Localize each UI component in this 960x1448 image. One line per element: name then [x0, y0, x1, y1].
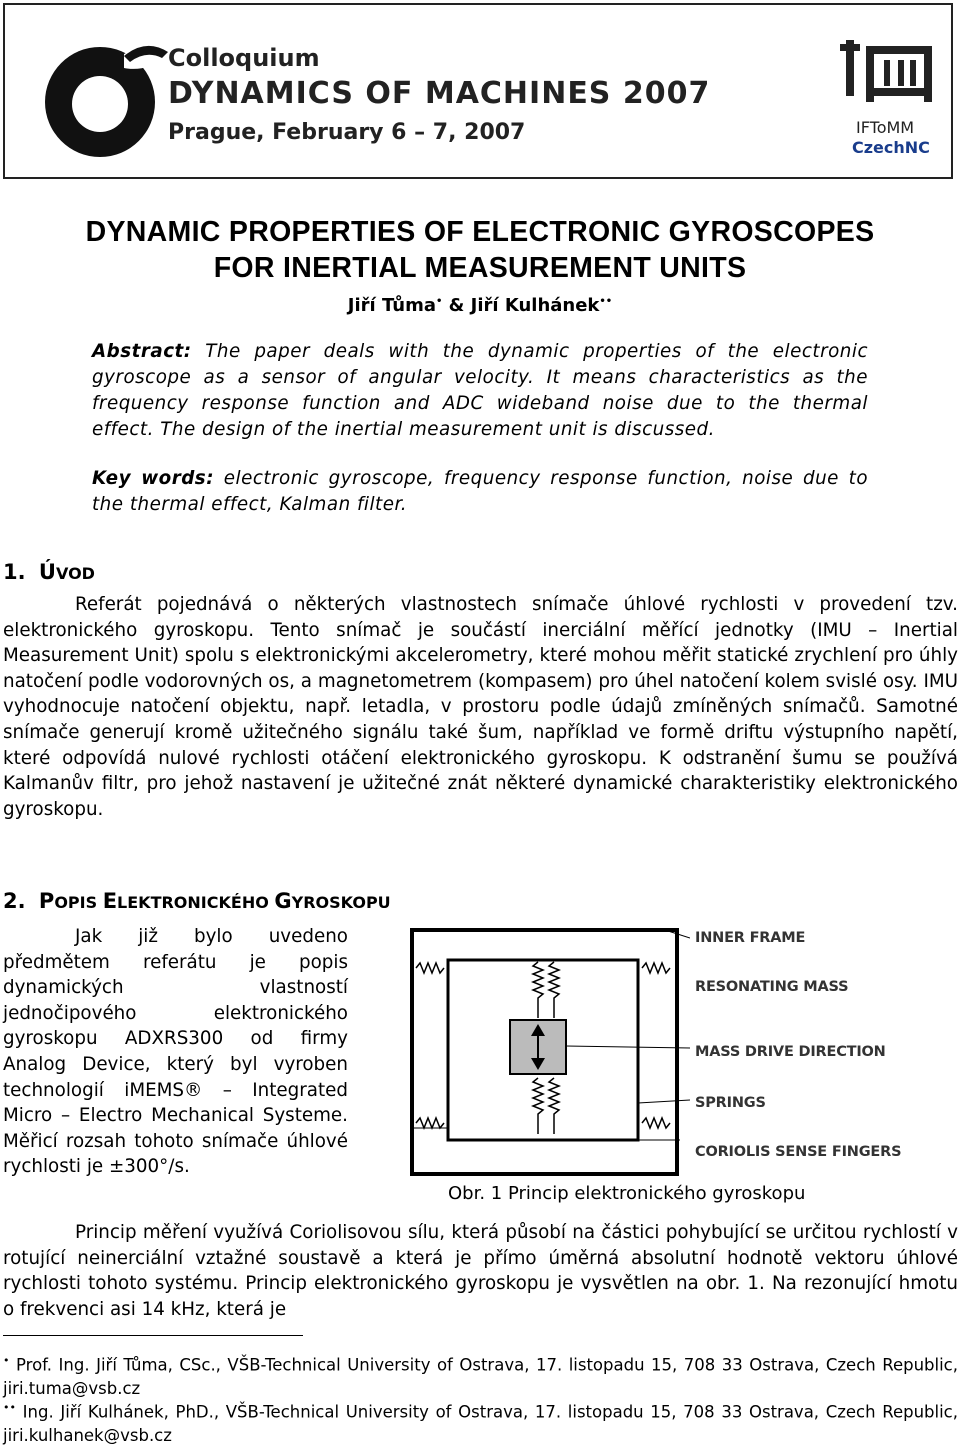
footnote-1-text: Prof. Ing. Jiří Tůma, CSc., VŠB-Technical University of Ostrava, 17. listopadu 15, 708 33 Ostrava, Czech Republic, jiri.tuma@vsb.cz: [3, 1355, 958, 1398]
footnote-1-mark: •: [3, 1354, 10, 1367]
section-1-paragraph: Referát pojednává o některých vlastnostech snímače úhlové rychlosti v provedení tzv. elektronického gyroskopu. Tento snímač je součástí inerciální měřící jednotky (IMU – Inertial Measurement Unit) spolu s elektronickými akcelerometry, které mohou měřit statické zrychlení pro úhly natočení podle vodorovných os, a magnetometrem (kompasem) pro úhel natočení kolem svislé osy. IMU vyhodnocuje natočení objektu, např. letadla, v prostoru podle údajů zmíněných snímačů. Samotné snímače generují kromě užitečného signálu také šum, například ve formě driftu výstupního napětí, které odpovídá nulové rychlosti otáčení elektronického gyroskopu. K odstranění šumu se používá Kalmanův filtr, pro jehož nastavení je užitečné znát některé dynamické charakteristiky elektronického gyroskopu.: [3, 594, 958, 820]
section-2-title-p1-rest: OPIS: [54, 893, 103, 912]
keywords-text: electronic gyroscope, frequency response function, noise due to the thermal effect, Kalman filter.: [92, 468, 868, 515]
footnote-2-mark: ••: [3, 1401, 16, 1414]
figure-caption: Obr. 1 Princip elektronického gyroskopu: [448, 1183, 806, 1204]
section-1-title-rest: VOD: [55, 564, 95, 583]
section-1-number: 1.: [3, 560, 26, 584]
conference-date: Prague, February 6 – 7, 2007: [168, 120, 526, 145]
section-2-title-p2: E: [102, 889, 118, 913]
gyroscope-diagram: [410, 928, 690, 1178]
footnote-1: [3, 1349, 958, 1401]
paper-title-line2: FOR INERTIAL MEASUREMENT UNITS: [213, 252, 747, 284]
paper-title-line1: DYNAMIC PROPERTIES OF ELECTRONIC GYROSCOPES: [85, 216, 875, 248]
label-springs: SPRINGS: [695, 1095, 766, 1111]
author-1-mark: •: [436, 296, 443, 307]
section-2-title-p3-rest: YROSKOPU: [291, 893, 391, 912]
author-2: Jiří Kulhánek: [470, 295, 600, 316]
label-inner-frame: INNER FRAME: [695, 930, 806, 946]
label-resonating-mass: RESONATING MASS: [695, 979, 849, 995]
section-2-left-paragraph: Jak již bylo uvedeno předmětem referátu je popis dynamických vlastností jednočipového elektronického gyroskopu ADXRS300 od firmy Analog Device, který byl vyroben technologií iMEMS® – Integrated Micro – Electro Mechanical Systeme. Měřicí rozsah tohoto snímače úhlové rychlosti je ±300°/s.: [3, 926, 348, 1178]
abstract-text: The paper deals with the dynamic properties of the electronic gyroscope as a sensor of angular velocity. It means characteristics as the frequency response function and ADC wideband noise due to the thermal effect. The design of the inertial measurement unit is discussed.: [92, 341, 868, 440]
label-coriolis-sense-fingers: CORIOLIS SENSE FINGERS: [695, 1144, 902, 1160]
section-2-heading: [3, 889, 391, 913]
abstract: [92, 339, 868, 443]
footnote-2-text: Ing. Jiří Kulhánek, PhD., VŠB-Technical University of Ostrava, 17. listopadu 15, 708 33 Ostrava, Czech Republic, jiri.kulhanek@vsb.cz: [3, 1402, 958, 1445]
authors: [0, 295, 960, 316]
abstract-label: Abstract:: [92, 341, 192, 362]
section-2-title-p2-rest: LEKTRONICKÉHO: [117, 893, 275, 912]
section-2-title-p3: G: [274, 889, 292, 913]
keywords: [92, 466, 868, 518]
iftomm-text: IFToMM: [856, 118, 915, 137]
colloquium-logo: [28, 24, 178, 169]
keywords-label: Key words:: [92, 468, 215, 489]
section-2-title-p1: P: [38, 889, 55, 913]
conference-name: DYNAMICS OF MACHINES 2007: [168, 76, 711, 111]
author-separator: &: [442, 295, 471, 316]
section-2-number: 2.: [3, 889, 26, 913]
footnote-2: [3, 1396, 958, 1448]
author-2-mark: ••: [599, 296, 613, 307]
conference-series: Colloquium: [168, 44, 320, 72]
author-1: Jiří Tůma: [347, 295, 436, 316]
section-1-heading: [3, 560, 95, 584]
section-2-paragraph-2: Princip měření využívá Coriolisovou sílu, která působí na částici pohybující se určitou rychlostí v rotující neinerciální vztažné soustavě a která je přímo úměrná absolutní hodnotě vektoru úhlové rychlosti tohoto systému. Princip elektronického gyroskopu je vysvětlen na obr. 1. Na rezonující hmotu o frekvenci asi 14 kHz, která je: [3, 1222, 958, 1320]
section-1-title-initial: Ú: [38, 560, 56, 584]
footnote-divider: [3, 1335, 303, 1336]
czechnc-text: CzechNC: [852, 138, 930, 157]
iftomm-logo: [840, 40, 935, 110]
label-mass-drive-direction: MASS DRIVE DIRECTION: [695, 1044, 886, 1060]
